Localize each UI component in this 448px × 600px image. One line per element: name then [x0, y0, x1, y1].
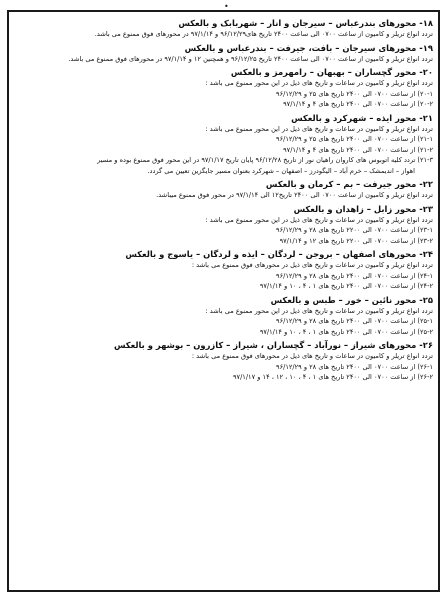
section — [14, 294, 433, 340]
section-intro: تردد انواع تریلر و کامیون در ساعات و تاریخ های ذیل در این محور ممنوع می باشد : — [205, 215, 433, 224]
section-body-line: تردد انواع تریلر و کامیون از ساعت ۰۷۰۰ الی ساعت ۲۴۰۰ تاریخ های۹۶/۱۲/۲۹ و ۹۷/۱/۱۴ در محورهای فوق ممنوع می باشد. — [94, 30, 433, 38]
list-item: ۲۶-۱) از ساعت ۰۷۰۰ الی ۲۴۰۰ تاریخ های ۲۸ و ۹۶/۱۲/۲۹ — [276, 362, 433, 371]
section — [14, 203, 433, 249]
list-item: ۲۳-۱) از ساعت ۰۷۰۰ الی ۲۲۰۰ تاریخ های ۲۸ و ۹۶/۱۲/۲۹ — [276, 226, 433, 234]
section-intro: تردد انواع تریلر و کامیون در ساعات و تاریخ های ذیل در محورهای فوق ممنوع می باشد : — [191, 261, 433, 269]
section-heading: ۲۵- محور نائین – خور – طبس و بالعکس — [270, 294, 433, 305]
section — [14, 248, 433, 294]
list-item: ۲۰-۱) از ساعت ۰۷۰۰ الی ۲۴۰۰ تاریخ های ۲۵ و ۹۶/۱۲/۲۹ — [276, 89, 433, 98]
list-item: ۲۶-۲) از ساعت ۰۷۰۰ الی ۲۴۰۰ تاریخ های ۱ ، ۴ ، ۱۰ ، ۱۲ ، ۱۴ و ۹۷/۱/۱۷ — [232, 373, 433, 381]
section-intro: تردد انواع تریلر و کامیون در ساعات و تاریخ های ذیل در این محور ممنوع می باشد : — [205, 124, 433, 133]
document-content — [14, 17, 433, 385]
section-body-line: تردد انواع تریلر و کامیون از ساعت ۰۷۰۰ الی ساعت ۲۴۰۰ تاریخ ۹۶/۱۲/۲۵ و همچنین ۱۲ و ۹۷/۱/۱۴ در محورهای فوق ممنوع می باشد. — [68, 54, 433, 63]
list-item: ۲۱-۲) از ساعت ۰۷۰۰ الی ۲۴۰۰ تاریخ های ۴ و ۹۷/۱/۱۴ — [283, 145, 433, 154]
section-heading: ۲۳- محور زابل – زاهدان و بالعکس — [293, 203, 433, 214]
section-intro: تردد انواع تریلر و کامیون در ساعات و تاریخ های ذیل در این محور ممنوع می باشد : — [205, 79, 433, 87]
section-heading: ۲۱- محور ایذه – شهرکرد و بالعکس — [291, 112, 433, 123]
section-intro: تردد انواع تریلر و کامیون در ساعات و تاریخ های ذیل در این محور ممنوع می باشد : — [205, 306, 433, 315]
list-item: ۲۵-۱) از ساعت ۰۷۰۰ الی ۲۴۰۰ تاریخ های ۲۸ و ۹۶/۱۲/۲۹ — [276, 317, 433, 325]
section-heading: ۲۰- محور گچساران – بهبهان – رامهرمز و بالعکس — [230, 67, 433, 77]
section — [14, 17, 433, 42]
section-heading: ۲۴- محورهای اصفهان – بروجن – لردگان – ایذه و لردگان – یاسوج و بالعکس — [125, 249, 433, 259]
top-mark: • — [224, 2, 229, 11]
section — [14, 42, 433, 67]
list-item: ۲۳-۲) از ساعت ۰۷۰۰ الی ۲۲۰۰ تاریخ های ۱۲ و ۹۷/۱/۱۴ — [279, 236, 433, 245]
section-body-line: تردد انواع تریلر و کامیون از ساعت ۰۷۰۰ الی ۲۴۰۰ تاریخ۱۲ الی ۹۷/۱/۱۴ در محور فوق ممنوع میباشد. — [156, 191, 433, 199]
section-heading: ۱۹- محورهای سیرجان – بافت، جیرفت – بندرعباس و بالعکس — [184, 42, 433, 53]
section-heading: ۱۸- محورهای بندرعباس – سیرجان و انار – شهربابک و بالعکس — [178, 18, 433, 28]
section-heading: ۲۲- محور جیرفت – بم – کرمان و بالعکس — [265, 179, 433, 189]
section-heading: ۲۶- محورهای شیراز – نورآباد – گچساران ، شیراز – کازرون – بوشهر و بالعکس — [113, 340, 433, 350]
section — [14, 112, 433, 179]
list-item: ۲۴-۲) از ساعت ۰۷۰۰ الی ۲۴۰۰ تاریخ های ۱ ، ۴ ، ۱۰ و ۹۷/۱/۱۴ — [259, 282, 433, 290]
list-item: ۲۱-۱) از ساعت ۰۷۰۰ الی ۲۴۰۰ تاریخ های ۲۵ و ۹۶/۱۲/۲۹ — [276, 135, 433, 143]
list-item-continuation: اهواز – اندیمشک – خرم آباد – الیگودرز – اصفهان – شهرکرد بعنوان مسیر جایگزین تعیین می گردد. — [147, 166, 415, 175]
list-item: ۲۵-۲) از ساعت ۰۷۰۰ الی ۲۴۰۰ تاریخ های ۱ ، ۴ ، ۱۰ و ۹۷/۱/۱۴ — [259, 327, 433, 336]
section — [14, 178, 433, 203]
list-item: ۲۰-۲) از ساعت ۰۷۰۰ الی ۲۴۰۰ تاریخ های ۴ و ۹۷/۱/۱۴ — [283, 100, 433, 108]
section-intro: تردد انواع تریلر و کامیون در ساعات و تاریخ های ذیل در محورهای فوق ممنوع می باشد : — [191, 352, 433, 360]
list-item: ۲۴-۱) از ساعت ۰۷۰۰ الی ۲۴۰۰ تاریخ های ۲۸ و ۹۶/۱۲/۲۹ — [276, 271, 433, 280]
section — [14, 66, 433, 112]
list-item: ۲۱-۳) تردد کلیه اتوبوس های کاروان راهیان نور از تاریخ ۹۶/۱۲/۲۸ پایان تاریخ ۹۷/۱/۱۷ در این محور فوق ممنوع بوده و مسیر — [97, 156, 433, 164]
section — [14, 339, 433, 385]
